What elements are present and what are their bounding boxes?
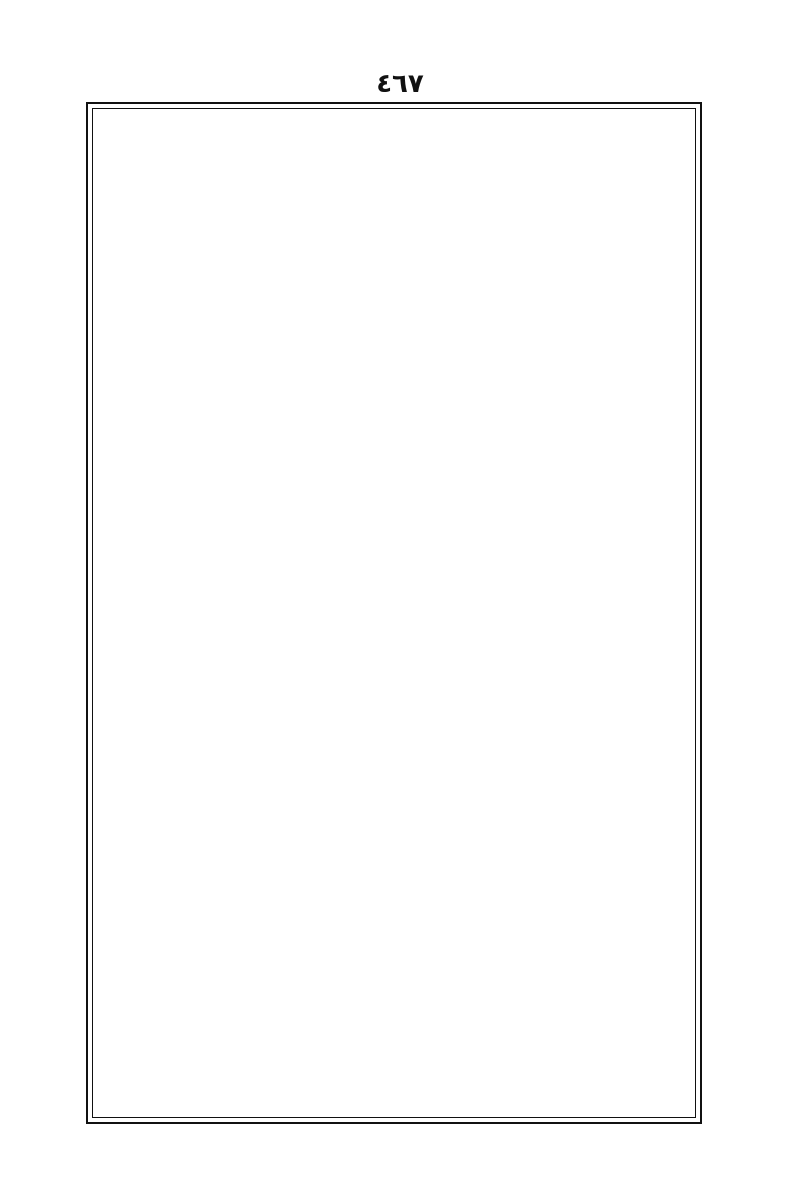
- text-line: [107, 974, 681, 1004]
- text-line: [107, 1077, 681, 1107]
- text-line: [107, 940, 681, 970]
- text-line: [107, 564, 681, 594]
- text-line: [107, 393, 681, 423]
- text-line: [107, 769, 681, 799]
- page-number: ٤٦٧: [376, 69, 424, 99]
- text-line: [107, 803, 681, 833]
- text-line: [107, 598, 681, 628]
- text-block: [107, 119, 681, 1107]
- text-frame: [86, 102, 702, 1124]
- text-line: [107, 495, 681, 525]
- text-line: [107, 1008, 681, 1038]
- text-line: [107, 119, 681, 149]
- text-line: [107, 187, 681, 217]
- text-line: [107, 290, 681, 320]
- text-frame-inner-rule: [92, 108, 696, 1118]
- text-line: [107, 837, 681, 867]
- text-line: [107, 153, 681, 183]
- text-line: [107, 461, 681, 491]
- text-line: [107, 529, 681, 559]
- text-line: [107, 632, 681, 662]
- text-line: [107, 700, 681, 730]
- text-line: [107, 324, 681, 354]
- text-line: [107, 735, 681, 765]
- text-line: [107, 256, 681, 286]
- text-line: [107, 427, 681, 457]
- text-line: [107, 222, 681, 252]
- text-line: [107, 871, 681, 901]
- text-line: [107, 1042, 681, 1072]
- text-line: [107, 666, 681, 696]
- text-line: [107, 358, 681, 388]
- text-line: [107, 906, 681, 936]
